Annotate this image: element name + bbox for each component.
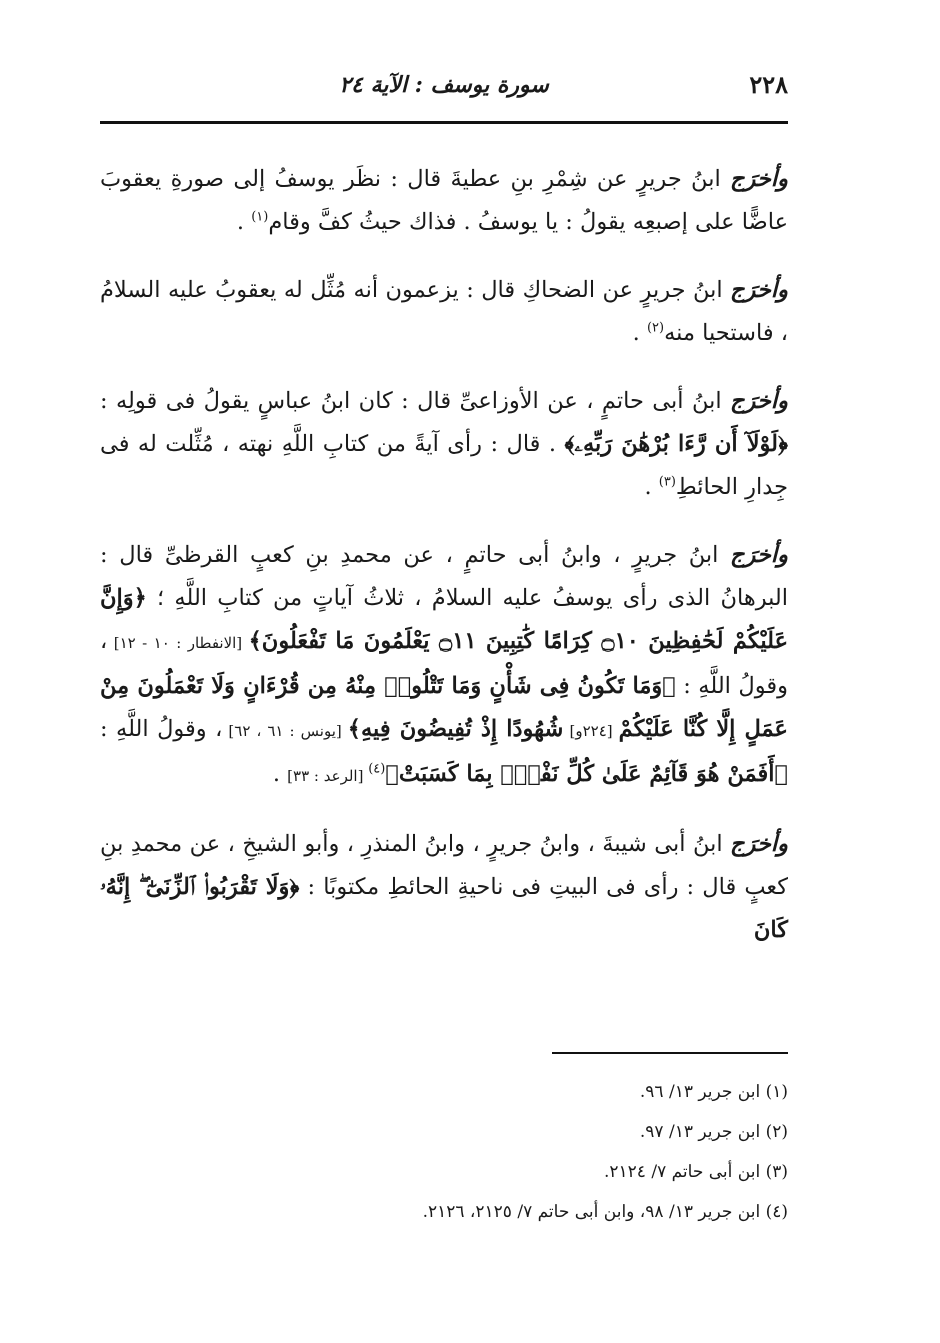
quran-verse: شُهُودًا إِذْ تُفِيضُونَ فِيهِ﴾ [347, 716, 564, 742]
main-text [100, 158, 788, 977]
paragraph-text: . قال : رأى آيةً من كتابِ اللَّهِ نهته ، مُثِّلت له فى جِدارِ الحائطِ [100, 431, 788, 500]
footnote-4: (٤) ابن جرير ١٣/ ٩٨، وابن أبى حاتم ٧/ ٢١٢٥، ٢١٢٦. [422, 1202, 788, 1222]
footnote-marker-4: (٤) [368, 761, 386, 777]
paragraph-opener: وأخرَج [730, 831, 788, 857]
running-title: سورة يوسف : الآية ٢٤ [339, 72, 549, 98]
paragraph-text: ابنُ أبى شيبةَ ، وابنُ جريرٍ ، وابنُ المنذرِ ، وأبو الشيخِ ، عن محمدِ بنِ كعبٍ قال : رأى فى البيتِ فى ناحيةِ الحائطِ مكتوبًا : [100, 831, 788, 900]
paragraph-opener: وأخرَج [730, 166, 788, 192]
footnote-3: (٣) ابن أبى حاتم ٧/ ٢١٢٤. [603, 1162, 788, 1182]
footnotes [100, 1072, 788, 1232]
page-number: ٢٢٨ [749, 70, 788, 99]
paragraph-end: . [236, 209, 252, 235]
paragraph-3 [100, 380, 788, 509]
header-rule [100, 121, 788, 124]
paragraph-end: . [632, 320, 647, 346]
footnote-marker-2: (٢) [646, 320, 665, 336]
paragraph-opener: وأخرَج [730, 388, 788, 414]
paragraph-opener: وأخرَج [730, 542, 788, 568]
paragraph-4 [100, 534, 788, 798]
footnote-marker-1: (١) [251, 209, 269, 225]
paragraph-text: ، وقولُ اللَّهِ : [100, 628, 789, 699]
manuscript-page-reference: [٢٢٤و] [563, 722, 619, 740]
footnote-rule [552, 1052, 788, 1054]
paragraph-text: ابنُ جريرٍ عن شِمْرِ بنِ عطيةَ قال : نظَر يوسفُ إلى صورةِ يعقوبَ عاضًّا على إصبعِه يقولُ : يا يوسفُ . فذاك حيثُ كفَّ وقام [100, 166, 788, 235]
quran-verse: ﴿أَفَمَنْ هُوَ قَآئِمٌ عَلَىٰ كُلِّ نَفْسٍۭ بِمَا كَسَبَتْ﴾ [385, 761, 788, 787]
verse-reference: [الانفطار : ١٠ - ١٢] [107, 634, 249, 652]
quran-verse: ﴿لَوْلَآ أَن رَّءَا بُرْهَٰنَ رَبِّهِۦ﴾ [564, 431, 788, 457]
paragraph-opener: وأخرَج [730, 277, 788, 303]
quran-verse: ﴿وَإِنَّ عَلَيْكُمْ لَحَٰفِظِينَ ۝١٠ كِرَامًا كَٰتِبِينَ ۝١١ يَعْلَمُونَ مَا تَفْعَلُونَ﴾ [100, 585, 788, 654]
verse-reference: [الرعد : ٣٣] [287, 767, 369, 785]
footnote-marker-3: (٣) [658, 474, 676, 490]
footnote-2: (٢) ابن جرير ١٣/ ٩٧. [639, 1122, 788, 1142]
paragraph-5 [100, 823, 788, 952]
quran-verse: ﴿وَلَا تَقْرَبُوا۟ ٱلزِّنَىٰٓ ۖ إِنَّهُۥ كَانَ [100, 874, 788, 943]
paragraph-end: . [272, 761, 288, 787]
paragraph-end: . [644, 474, 659, 500]
paragraph-text: ، وقولُ اللَّهِ : [100, 716, 223, 742]
page-header [100, 70, 788, 106]
paragraph-text: ابنُ جريرٍ ، وابنُ أبى حاتمٍ ، عن محمدِ بنِ كعبٍ القرظىِّ قال : البرهانُ الذى رأى يوسفُ عليه السلامُ ، ثلاثُ آياتٍ من كتابِ اللَّهِ ؛ [100, 542, 788, 611]
paragraph-1 [100, 158, 788, 244]
footnote-1: (١) ابن جرير ١٣/ ٩٦. [639, 1082, 788, 1102]
quran-verse: ﴿وَمَا تَكُونُ فِى شَأْنٍ وَمَا تَتْلُوا۟ مِنْهُ مِن قُرْءَانٍ وَلَا تَعْمَلُونَ مِنْ عَمَلٍ إِلَّا كُنَّا عَلَيْكُمْ [100, 673, 788, 742]
verse-reference: [يونس : ٦١ ، ٦٢] [222, 722, 348, 740]
paragraph-text: ابنُ أبى حاتمٍ ، عن الأوزاعىِّ قال : كان ابنُ عباسٍ يقولُ فى قولِه : [100, 388, 731, 414]
paragraph-text: ابنُ جريرٍ عن الضحاكِ قال : يزعمون أنه مُثِّل له يعقوبُ عليه السلامُ ، فاستحيا منه [100, 277, 788, 346]
paragraph-2 [100, 269, 788, 355]
